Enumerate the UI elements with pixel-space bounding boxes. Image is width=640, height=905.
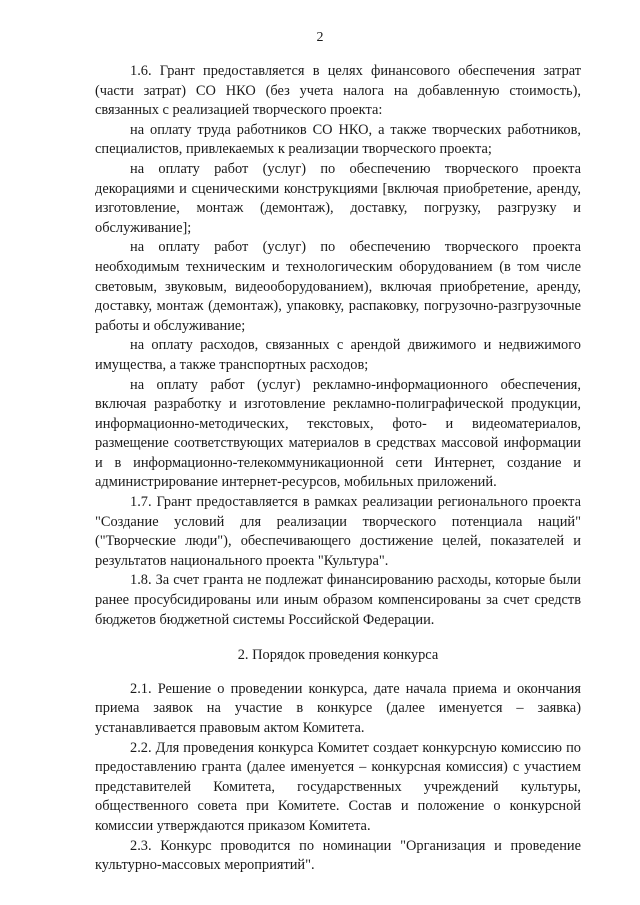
paragraph-rent: на оплату расходов, связанных с арендой движимого и недвижимого имущества, а также транспортных расходов; [95,337,581,373]
paragraph-2-1: 2.1. Решение о проведении конкурса, дате начала приема и окончания приема заявок на участие в конкурсе (далее именуется – заявка) устанавливается правовым актом Комитета. [95,680,581,736]
paragraph-1-7: 1.7. Грант предоставляется в рамках реализации регионального проекта "Создание условий для реализации творческого потенциала наций" ("Творческие люди"), обеспечивающего достижение целей, показателей и результатов национального проекта "Культура". [95,494,581,569]
page-number: 2 [316,30,324,45]
paragraph-decorations: на оплату работ (услуг) по обеспечению творческого проекта декорациями и сценическими конструкциями [включая приобретение, аренду, изготовление, монтаж (демонтаж), доставку, погрузку, разгрузку и обслуживание]; [95,160,581,236]
paragraph-2-3: 2.3. Конкурс проводится по номинации "Организация и проведение культурно-массовых мероприятий". [95,837,581,874]
paragraph-advertising: на оплату работ (услуг) рекламно-информационного обеспечения, включая разработку и изготовление рекламно-полиграфической продукции, информационно-методических, текстовых, фото- и видеоматериалов, размещение соответствующих материалов в средствах массовой информации и в информационно-телекоммуникационной сети Интернет, создание и администрирование интернет-ресурсов, мобильных приложений. [95,376,581,491]
paragraph-2-2: 2.2. Для проведения конкурса Комитет создает конкурсную комиссию по предоставлению гранта (далее именуется – конкурсная комиссия) с участием представителей Комитета, государственных учреждений культуры, общественного совета при Комитете. Состав и положение о конкурсной комиссии утверждаются приказом Комитета. [95,739,581,834]
paragraph-equipment: на оплату работ (услуг) по обеспечению творческого проекта необходимым техническим и технологическим оборудованием (в том числе световым, звуковым, видеооборудованием), включая приобретение, аренду, доставку, монтаж (демонтаж), упаковку, распаковку, погрузочно-разгрузочные работы и обслуживание; [95,239,581,334]
paragraph-1-6: 1.6. Грант предоставляется в целях финансового обеспечения затрат (части затрат) СО НКО (без учета налога на добавленную стоимость), связанных с реализацией творческого проекта: [95,63,581,119]
paragraph-labor-costs: на оплату труда работников СО НКО, а также творческих работников, специалистов, привлекаемых к реализации творческого проекта; [95,121,581,158]
document-body [95,62,581,876]
section-2-heading: 2. Порядок проведения конкурса [237,647,439,664]
paragraph-1-8: 1.8. За счет гранта не подлежат финансированию расходы, которые были ранее просубсидированы или иным образом компенсированы за счет средств бюджетов бюджетной системы Российской Федерации. [95,572,581,628]
